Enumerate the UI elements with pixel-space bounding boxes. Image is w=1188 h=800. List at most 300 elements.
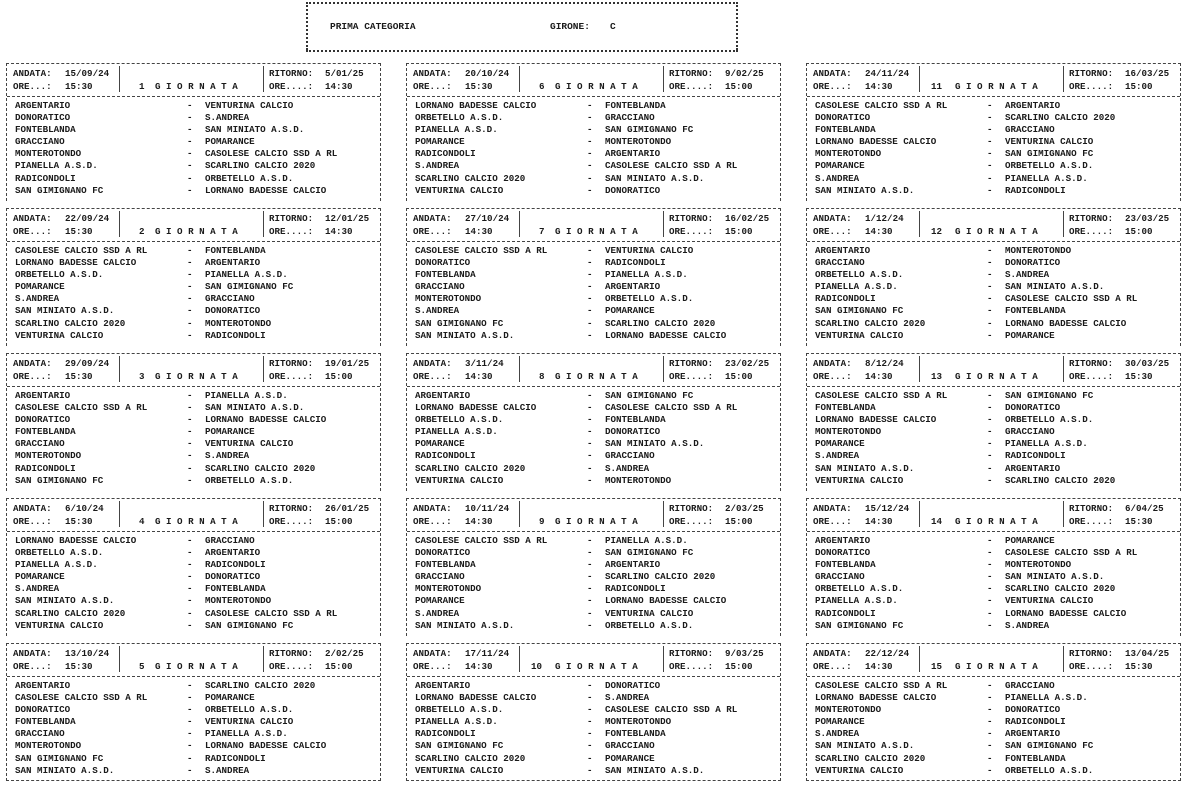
home-team: VENTURINA CALCIO [15, 329, 104, 341]
vs-separator: - [987, 269, 993, 281]
away-team: GRACCIANO [1005, 124, 1055, 136]
match-row [415, 753, 776, 765]
match-list [415, 535, 776, 632]
ore-label: ORE...: [413, 226, 452, 237]
vs-separator: - [987, 148, 993, 160]
andata-time: 14:30 [465, 661, 493, 672]
home-team: POMARANCE [415, 136, 465, 148]
home-team: POMARANCE [415, 595, 465, 607]
match-row [415, 160, 776, 172]
ritorno-label: RITORNO: [669, 503, 714, 514]
vs-separator: - [187, 704, 193, 716]
vs-separator: - [187, 100, 193, 111]
vs-separator: - [187, 535, 193, 546]
ritorno-time: 15:00 [725, 371, 753, 382]
header-separator [263, 211, 264, 237]
andata-time: 15:30 [65, 226, 93, 237]
giornata-number: 12 [931, 226, 943, 237]
home-team: CASOLESE CALCIO SSD A RL [415, 535, 548, 546]
header-separator [119, 66, 120, 92]
away-team: DONORATICO [205, 571, 261, 583]
home-team: SCARLINO CALCIO 2020 [15, 317, 126, 329]
home-team: S.ANDREA [815, 172, 860, 184]
away-team: DONORATICO [1005, 704, 1061, 716]
vs-separator: - [987, 474, 993, 486]
match-row [415, 438, 776, 450]
header-separator [519, 501, 520, 527]
giornata-header [7, 64, 380, 97]
vs-separator: - [587, 474, 593, 486]
giornata-number: 11 [931, 81, 943, 92]
match-row [15, 257, 376, 269]
andata-date: 3/11/24 [465, 358, 504, 369]
home-team: CASOLESE CALCIO SSD A RL [415, 245, 548, 256]
vs-separator: - [187, 112, 193, 124]
home-team: CASOLESE CALCIO SSD A RL [15, 245, 148, 256]
away-team: RADICONDOLI [205, 752, 266, 764]
away-team: MONTEROTONDO [205, 595, 272, 607]
giornata-11 [806, 63, 1181, 201]
home-team: MONTEROTONDO [815, 148, 882, 160]
match-row [415, 463, 776, 475]
vs-separator: - [587, 245, 593, 256]
match-row [815, 426, 1176, 438]
match-row [815, 100, 1176, 112]
ore-label-ritorno: ORE....: [1069, 371, 1114, 382]
home-team: DONORATICO [415, 547, 471, 559]
giornata-label: G I O R N A T A [555, 516, 638, 527]
match-row [415, 765, 776, 777]
vs-separator: - [587, 402, 593, 414]
away-team: SAN MINIATO A.S.D. [605, 764, 705, 776]
andata-label: ANDATA: [413, 503, 452, 514]
home-team: FONTEBLANDA [815, 559, 876, 571]
match-row [15, 450, 376, 462]
vs-separator: - [987, 619, 993, 631]
away-team: PIANELLA A.S.D. [1005, 438, 1088, 450]
home-team: MONTEROTONDO [815, 426, 882, 438]
giornata-header [407, 64, 780, 97]
giornata-number: 15 [931, 661, 943, 672]
andata-label: ANDATA: [13, 68, 52, 79]
giornata-number: 5 [139, 661, 145, 672]
home-team: LORNANO BADESSE CALCIO [415, 692, 537, 704]
ritorno-date: 6/04/25 [1125, 503, 1164, 514]
ritorno-label: RITORNO: [269, 358, 314, 369]
giornata-number: 10 [531, 661, 543, 672]
match-row [15, 293, 376, 305]
away-team: CASOLESE CALCIO SSD A RL [1005, 293, 1138, 305]
giornata-number: 1 [139, 81, 145, 92]
giornata-13 [806, 353, 1181, 491]
giornata-number: 8 [539, 371, 545, 382]
match-row [15, 160, 376, 172]
ritorno-date: 12/01/25 [325, 213, 370, 224]
home-team: DONORATICO [15, 112, 71, 124]
home-team: VENTURINA CALCIO [815, 329, 904, 341]
home-team: VENTURINA CALCIO [815, 764, 904, 776]
home-team: ORBETELLO A.S.D. [815, 583, 904, 595]
home-team: S.ANDREA [15, 583, 60, 595]
match-row [15, 245, 376, 257]
away-team: POMARANCE [1005, 329, 1055, 341]
ritorno-label: RITORNO: [1069, 648, 1114, 659]
away-team: POMARANCE [1005, 535, 1055, 546]
home-team: POMARANCE [815, 160, 865, 172]
match-row [15, 269, 376, 281]
vs-separator: - [187, 160, 193, 172]
away-team: SAN GIMIGNANO FC [1005, 148, 1094, 160]
home-team: PIANELLA A.S.D. [815, 281, 898, 293]
away-team: SAN MINIATO A.S.D. [1005, 281, 1105, 293]
vs-separator: - [987, 595, 993, 607]
home-team: SAN MINIATO A.S.D. [15, 595, 115, 607]
vs-separator: - [587, 692, 593, 704]
vs-separator: - [187, 148, 193, 160]
andata-date: 15/12/24 [865, 503, 910, 514]
header-border-left [306, 2, 308, 50]
match-row [815, 475, 1176, 487]
away-team: DONORATICO [1005, 402, 1061, 414]
vs-separator: - [987, 414, 993, 426]
giornata-number: 3 [139, 371, 145, 382]
home-team: MONTEROTONDO [15, 148, 82, 160]
ore-label-ritorno: ORE....: [669, 661, 714, 672]
away-team: RADICONDOLI [605, 583, 666, 595]
away-team: MONTEROTONDO [605, 136, 672, 148]
home-team: CASOLESE CALCIO SSD A RL [815, 390, 948, 401]
match-row [815, 704, 1176, 716]
match-row [15, 535, 376, 547]
match-row [415, 559, 776, 571]
match-row [15, 753, 376, 765]
home-team: SAN GIMIGNANO FC [415, 317, 504, 329]
ore-label: ORE...: [413, 661, 452, 672]
away-team: FONTEBLANDA [605, 100, 666, 111]
vs-separator: - [587, 619, 593, 631]
away-team: ORBETELLO A.S.D. [605, 293, 694, 305]
ritorno-date: 9/03/25 [725, 648, 764, 659]
vs-separator: - [587, 317, 593, 329]
away-team: ARGENTARIO [1005, 728, 1061, 740]
vs-separator: - [587, 438, 593, 450]
home-team: MONTEROTONDO [415, 293, 482, 305]
home-team: MONTEROTONDO [415, 583, 482, 595]
ore-label: ORE...: [13, 226, 52, 237]
away-team: SAN GIMIGNANO FC [605, 390, 694, 401]
home-team: ARGENTARIO [815, 245, 871, 256]
andata-label: ANDATA: [413, 68, 452, 79]
ritorno-date: 23/03/25 [1125, 213, 1170, 224]
home-team: FONTEBLANDA [15, 716, 76, 728]
match-list [815, 680, 1176, 777]
andata-time: 14:30 [865, 661, 893, 672]
ore-label-ritorno: ORE....: [669, 81, 714, 92]
match-row [15, 100, 376, 112]
header-separator [663, 211, 664, 237]
vs-separator: - [987, 329, 993, 341]
match-row [15, 740, 376, 752]
ritorno-time: 15:30 [1125, 516, 1153, 527]
away-team: LORNANO BADESSE CALCIO [1005, 317, 1127, 329]
home-team: PIANELLA A.S.D. [15, 559, 98, 571]
away-team: PIANELLA A.S.D. [1005, 692, 1088, 704]
giornata-10 [406, 643, 781, 781]
document-header [306, 2, 738, 52]
match-row [415, 740, 776, 752]
vs-separator: - [187, 571, 193, 583]
home-team: RADICONDOLI [815, 607, 876, 619]
match-row [815, 450, 1176, 462]
ore-label: ORE...: [813, 516, 852, 527]
match-row [815, 293, 1176, 305]
ore-label-ritorno: ORE....: [669, 371, 714, 382]
giornata-6 [406, 63, 781, 201]
match-row [415, 535, 776, 547]
away-team: VENTURINA CALCIO [205, 716, 294, 728]
andata-time: 14:30 [465, 516, 493, 527]
andata-date: 22/09/24 [65, 213, 110, 224]
vs-separator: - [187, 426, 193, 438]
header-border-top [306, 2, 738, 4]
match-row [815, 257, 1176, 269]
ore-label: ORE...: [13, 516, 52, 527]
vs-separator: - [187, 172, 193, 184]
vs-separator: - [587, 583, 593, 595]
match-row [815, 595, 1176, 607]
andata-time: 14:30 [865, 226, 893, 237]
match-row [815, 765, 1176, 777]
giornata-header [7, 354, 380, 387]
ritorno-time: 14:30 [325, 81, 353, 92]
match-row [15, 608, 376, 620]
home-team: POMARANCE [15, 571, 65, 583]
match-list [815, 100, 1176, 197]
match-row [15, 680, 376, 692]
andata-label: ANDATA: [13, 648, 52, 659]
away-team: SCARLINO CALCIO 2020 [205, 160, 316, 172]
home-team: CASOLESE CALCIO SSD A RL [815, 680, 948, 691]
match-row [815, 390, 1176, 402]
home-team: CASOLESE CALCIO SSD A RL [15, 692, 148, 704]
home-team: MONTEROTONDO [15, 740, 82, 752]
andata-label: ANDATA: [413, 648, 452, 659]
match-row [415, 257, 776, 269]
home-team: GRACCIANO [815, 571, 865, 583]
away-team: S.ANDREA [605, 692, 650, 704]
ritorno-date: 2/02/25 [325, 648, 364, 659]
home-team: CASOLESE CALCIO SSD A RL [815, 100, 948, 111]
away-team: VENTURINA CALCIO [205, 100, 294, 111]
ritorno-label: RITORNO: [269, 503, 314, 514]
match-row [15, 475, 376, 487]
vs-separator: - [987, 704, 993, 716]
home-team: SAN GIMIGNANO FC [15, 184, 104, 196]
header-separator [263, 356, 264, 382]
home-team: GRACCIANO [415, 571, 465, 583]
home-team: LORNANO BADESSE CALCIO [815, 136, 937, 148]
away-team: PIANELLA A.S.D. [1005, 172, 1088, 184]
away-team: ORBETELLO A.S.D. [205, 474, 294, 486]
home-team: GRACCIANO [415, 281, 465, 293]
match-list [415, 100, 776, 197]
away-team: RADICONDOLI [1005, 716, 1066, 728]
header-separator [663, 66, 664, 92]
home-team: MONTEROTONDO [815, 704, 882, 716]
away-team: FONTEBLANDA [605, 414, 666, 426]
ritorno-time: 15:00 [725, 81, 753, 92]
home-team: POMARANCE [15, 281, 65, 293]
away-team: RADICONDOLI [605, 257, 666, 269]
vs-separator: - [987, 764, 993, 776]
home-team: FONTEBLANDA [415, 559, 476, 571]
match-row [15, 305, 376, 317]
match-list [415, 680, 776, 777]
vs-separator: - [187, 450, 193, 462]
andata-time: 14:30 [465, 226, 493, 237]
match-row [815, 124, 1176, 136]
giornata-1 [6, 63, 381, 201]
vs-separator: - [587, 148, 593, 160]
vs-separator: - [587, 269, 593, 281]
match-row [815, 438, 1176, 450]
home-team: FONTEBLANDA [815, 402, 876, 414]
vs-separator: - [587, 752, 593, 764]
match-row [415, 305, 776, 317]
match-row [15, 124, 376, 136]
home-team: LORNANO BADESSE CALCIO [15, 535, 137, 546]
ore-label-ritorno: ORE....: [269, 516, 314, 527]
category-title: PRIMA CATEGORIA [330, 21, 416, 32]
away-team: SAN MINIATO A.S.D. [205, 124, 305, 136]
header-separator [519, 211, 520, 237]
andata-label: ANDATA: [813, 213, 852, 224]
vs-separator: - [587, 764, 593, 776]
vs-separator: - [587, 740, 593, 752]
home-team: LORNANO BADESSE CALCIO [415, 100, 537, 111]
home-team: RADICONDOLI [15, 462, 76, 474]
home-team: SCARLINO CALCIO 2020 [415, 462, 526, 474]
ore-label: ORE...: [13, 81, 52, 92]
match-row [15, 402, 376, 414]
ritorno-date: 5/01/25 [325, 68, 364, 79]
match-row [815, 112, 1176, 124]
match-row [815, 753, 1176, 765]
home-team: PIANELLA A.S.D. [15, 160, 98, 172]
away-team: RADICONDOLI [1005, 184, 1066, 196]
header-separator [919, 66, 920, 92]
match-row [415, 281, 776, 293]
home-team: S.ANDREA [415, 305, 460, 317]
vs-separator: - [587, 281, 593, 293]
vs-separator: - [987, 680, 993, 691]
andata-time: 14:30 [465, 371, 493, 382]
match-row [815, 716, 1176, 728]
giornata-header [7, 209, 380, 242]
vs-separator: - [187, 764, 193, 776]
away-team: LORNANO BADESSE CALCIO [205, 184, 327, 196]
vs-separator: - [187, 716, 193, 728]
away-team: GRACCIANO [205, 293, 255, 305]
andata-date: 1/12/24 [865, 213, 904, 224]
home-team: SCARLINO CALCIO 2020 [815, 317, 926, 329]
away-team: GRACCIANO [1005, 680, 1055, 691]
giornata-number: 7 [539, 226, 545, 237]
match-row [815, 620, 1176, 632]
giornata-2 [6, 208, 381, 346]
vs-separator: - [587, 535, 593, 546]
ritorno-label: RITORNO: [1069, 68, 1114, 79]
ritorno-date: 26/01/25 [325, 503, 370, 514]
giornata-12 [806, 208, 1181, 346]
ore-label-ritorno: ORE....: [1069, 226, 1114, 237]
home-team: DONORATICO [415, 257, 471, 269]
giornata-label: G I O R N A T A [155, 661, 238, 672]
away-team: SAN GIMIGNANO FC [205, 281, 294, 293]
away-team: PIANELLA A.S.D. [205, 728, 288, 740]
away-team: POMARANCE [205, 426, 255, 438]
vs-separator: - [187, 547, 193, 559]
giornata-14 [806, 498, 1181, 636]
away-team: MONTEROTONDO [1005, 559, 1072, 571]
match-row [15, 692, 376, 704]
vs-separator: - [587, 100, 593, 111]
vs-separator: - [187, 559, 193, 571]
match-row [15, 583, 376, 595]
away-team: SAN GIMIGNANO FC [605, 547, 694, 559]
match-list [15, 680, 376, 777]
home-team: RADICONDOLI [415, 728, 476, 740]
match-row [415, 571, 776, 583]
away-team: PIANELLA A.S.D. [205, 269, 288, 281]
andata-time: 14:30 [865, 371, 893, 382]
vs-separator: - [987, 583, 993, 595]
giornata-number: 13 [931, 371, 943, 382]
vs-separator: - [187, 329, 193, 341]
vs-separator: - [987, 559, 993, 571]
giornata-header [807, 209, 1180, 242]
vs-separator: - [987, 136, 993, 148]
andata-date: 29/09/24 [65, 358, 110, 369]
match-row [415, 450, 776, 462]
match-row [815, 281, 1176, 293]
ritorno-time: 15:00 [725, 661, 753, 672]
vs-separator: - [587, 305, 593, 317]
match-row [15, 318, 376, 330]
home-team: SAN MINIATO A.S.D. [15, 305, 115, 317]
ore-label-ritorno: ORE....: [269, 226, 314, 237]
match-row [415, 136, 776, 148]
vs-separator: - [587, 184, 593, 196]
ritorno-date: 2/03/25 [725, 503, 764, 514]
vs-separator: - [187, 414, 193, 426]
vs-separator: - [987, 740, 993, 752]
vs-separator: - [987, 184, 993, 196]
vs-separator: - [587, 329, 593, 341]
away-team: ARGENTARIO [205, 257, 261, 269]
andata-date: 20/10/24 [465, 68, 510, 79]
away-team: FONTEBLANDA [205, 245, 266, 256]
match-row [15, 426, 376, 438]
home-team: FONTEBLANDA [15, 426, 76, 438]
away-team: CASOLESE CALCIO SSD A RL [205, 148, 338, 160]
giornata-number: 6 [539, 81, 545, 92]
home-team: SAN MINIATO A.S.D. [415, 329, 515, 341]
giornata-label: G I O R N A T A [955, 661, 1038, 672]
andata-label: ANDATA: [413, 213, 452, 224]
away-team: PIANELLA A.S.D. [605, 535, 688, 546]
away-team: ORBETELLO A.S.D. [605, 619, 694, 631]
